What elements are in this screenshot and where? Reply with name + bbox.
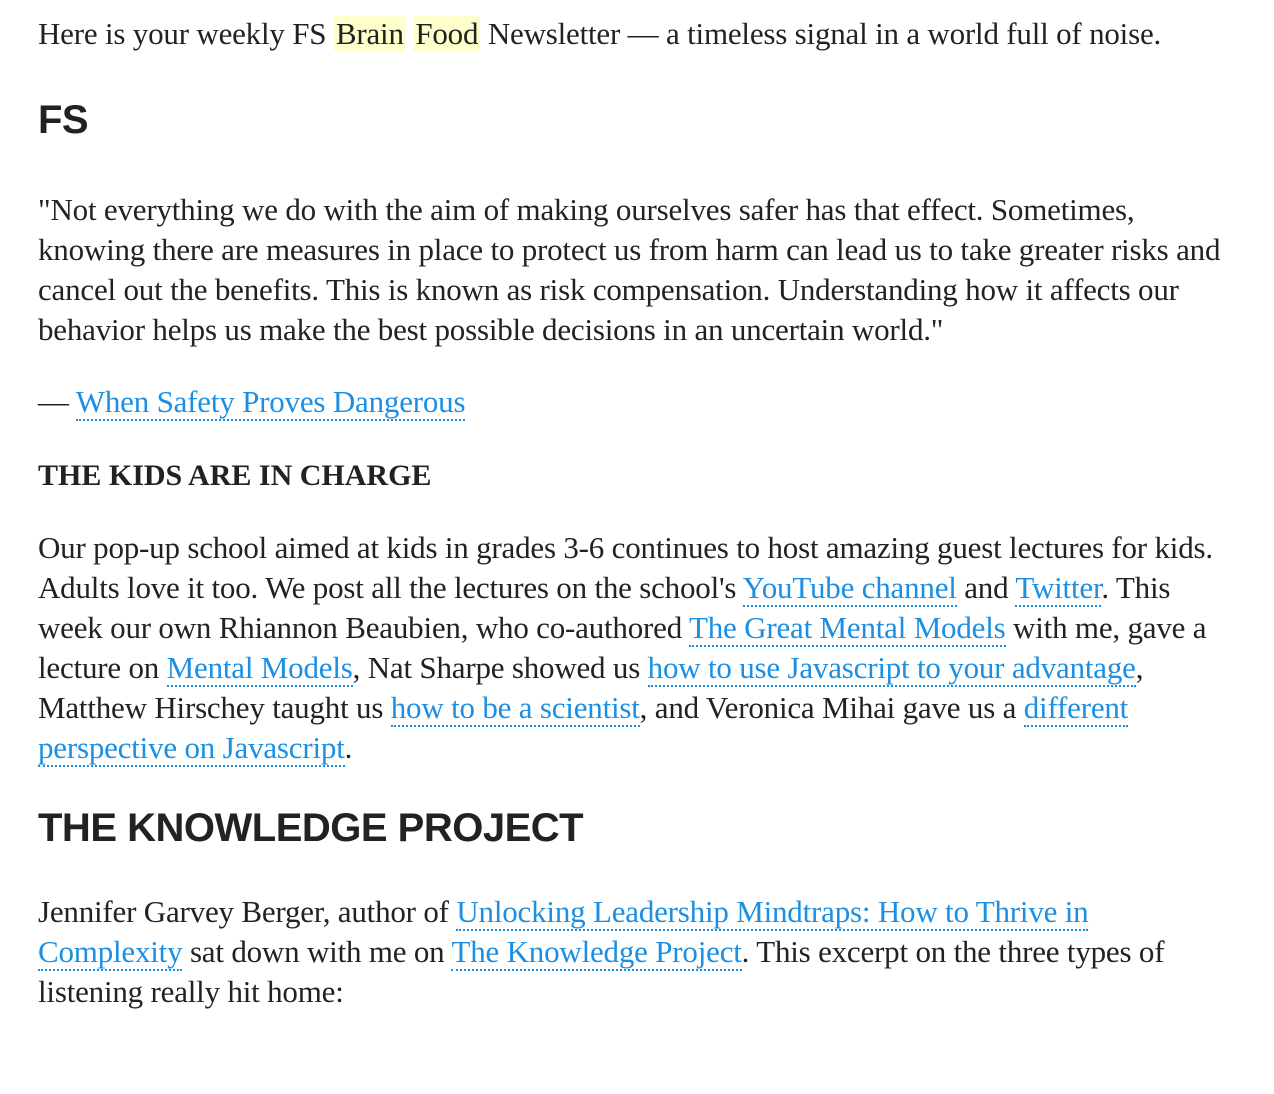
twitter-link[interactable]: Twitter bbox=[1015, 570, 1102, 605]
intro-text-end: Newsletter — a timeless signal in a world full of noise. bbox=[480, 16, 1162, 51]
unlocking-leadership-mindtraps-link[interactable]: Unlocking Leadership Mindtraps: How to Thrive in Complexity bbox=[38, 894, 1089, 969]
text: , Matthew Hirschey taught us bbox=[38, 650, 1144, 725]
text: with me, gave a lecture on bbox=[38, 610, 1207, 685]
text: Our pop-up school aimed at kids in grades 3-6 continues to host amazing guest lectures for kids. Adults love it too. We post all the lectures on the school's bbox=[38, 530, 1213, 605]
quote-attribution bbox=[38, 382, 1238, 422]
fs-heading: FS bbox=[38, 98, 89, 142]
how-to-be-scientist-link[interactable]: how to be a scientist bbox=[390, 690, 640, 725]
kids-heading: THE KIDS ARE IN CHARGE bbox=[38, 459, 432, 492]
kids-paragraph bbox=[38, 528, 1238, 768]
intro-text: Here is your weekly FS bbox=[38, 16, 334, 51]
text: , Nat Sharpe showed us bbox=[352, 650, 648, 685]
text: and bbox=[956, 570, 1016, 605]
youtube-channel-link[interactable]: YouTube channel bbox=[742, 570, 957, 605]
text: . This excerpt on the three types of listening really hit home: bbox=[38, 934, 1165, 1009]
javascript-advantage-link[interactable]: how to use Javascript to your advantage bbox=[647, 650, 1136, 685]
text: , and Veronica Mihai gave us a bbox=[639, 690, 1024, 725]
highlight-food: Food bbox=[415, 16, 479, 51]
intro-paragraph bbox=[38, 14, 1238, 54]
when-safety-proves-dangerous-link[interactable]: When Safety Proves Dangerous bbox=[75, 384, 466, 419]
fs-quote: "Not everything we do with the aim of making ourselves safer has that effect. Sometimes, knowing there are measures in place to protect us from harm can lead us to take greater risks and cancel out the benefits. This is known as risk compensation. Understanding how it affects our behavior helps us make the best possible decisions in an uncertain world." bbox=[38, 192, 1221, 347]
attribution-dash: — bbox=[38, 384, 76, 419]
highlight-brain: Brain bbox=[335, 16, 404, 51]
javascript-perspective-link[interactable]: different perspective on Javascript bbox=[38, 690, 1129, 765]
mental-models-link[interactable]: Mental Models bbox=[166, 650, 353, 685]
text: Jennifer Garvey Berger, author of bbox=[38, 894, 457, 929]
text: . This week our own Rhiannon Beaubien, who co-authored bbox=[38, 570, 1171, 645]
text: sat down with me on bbox=[182, 934, 452, 969]
knowledge-project-paragraph bbox=[38, 892, 1238, 1012]
knowledge-project-link[interactable]: The Knowledge Project bbox=[451, 934, 742, 969]
great-mental-models-link[interactable]: The Great Mental Models bbox=[689, 610, 1006, 645]
knowledge-project-heading: THE KNOWLEDGE PROJECT bbox=[38, 806, 584, 850]
text: . bbox=[344, 730, 353, 765]
